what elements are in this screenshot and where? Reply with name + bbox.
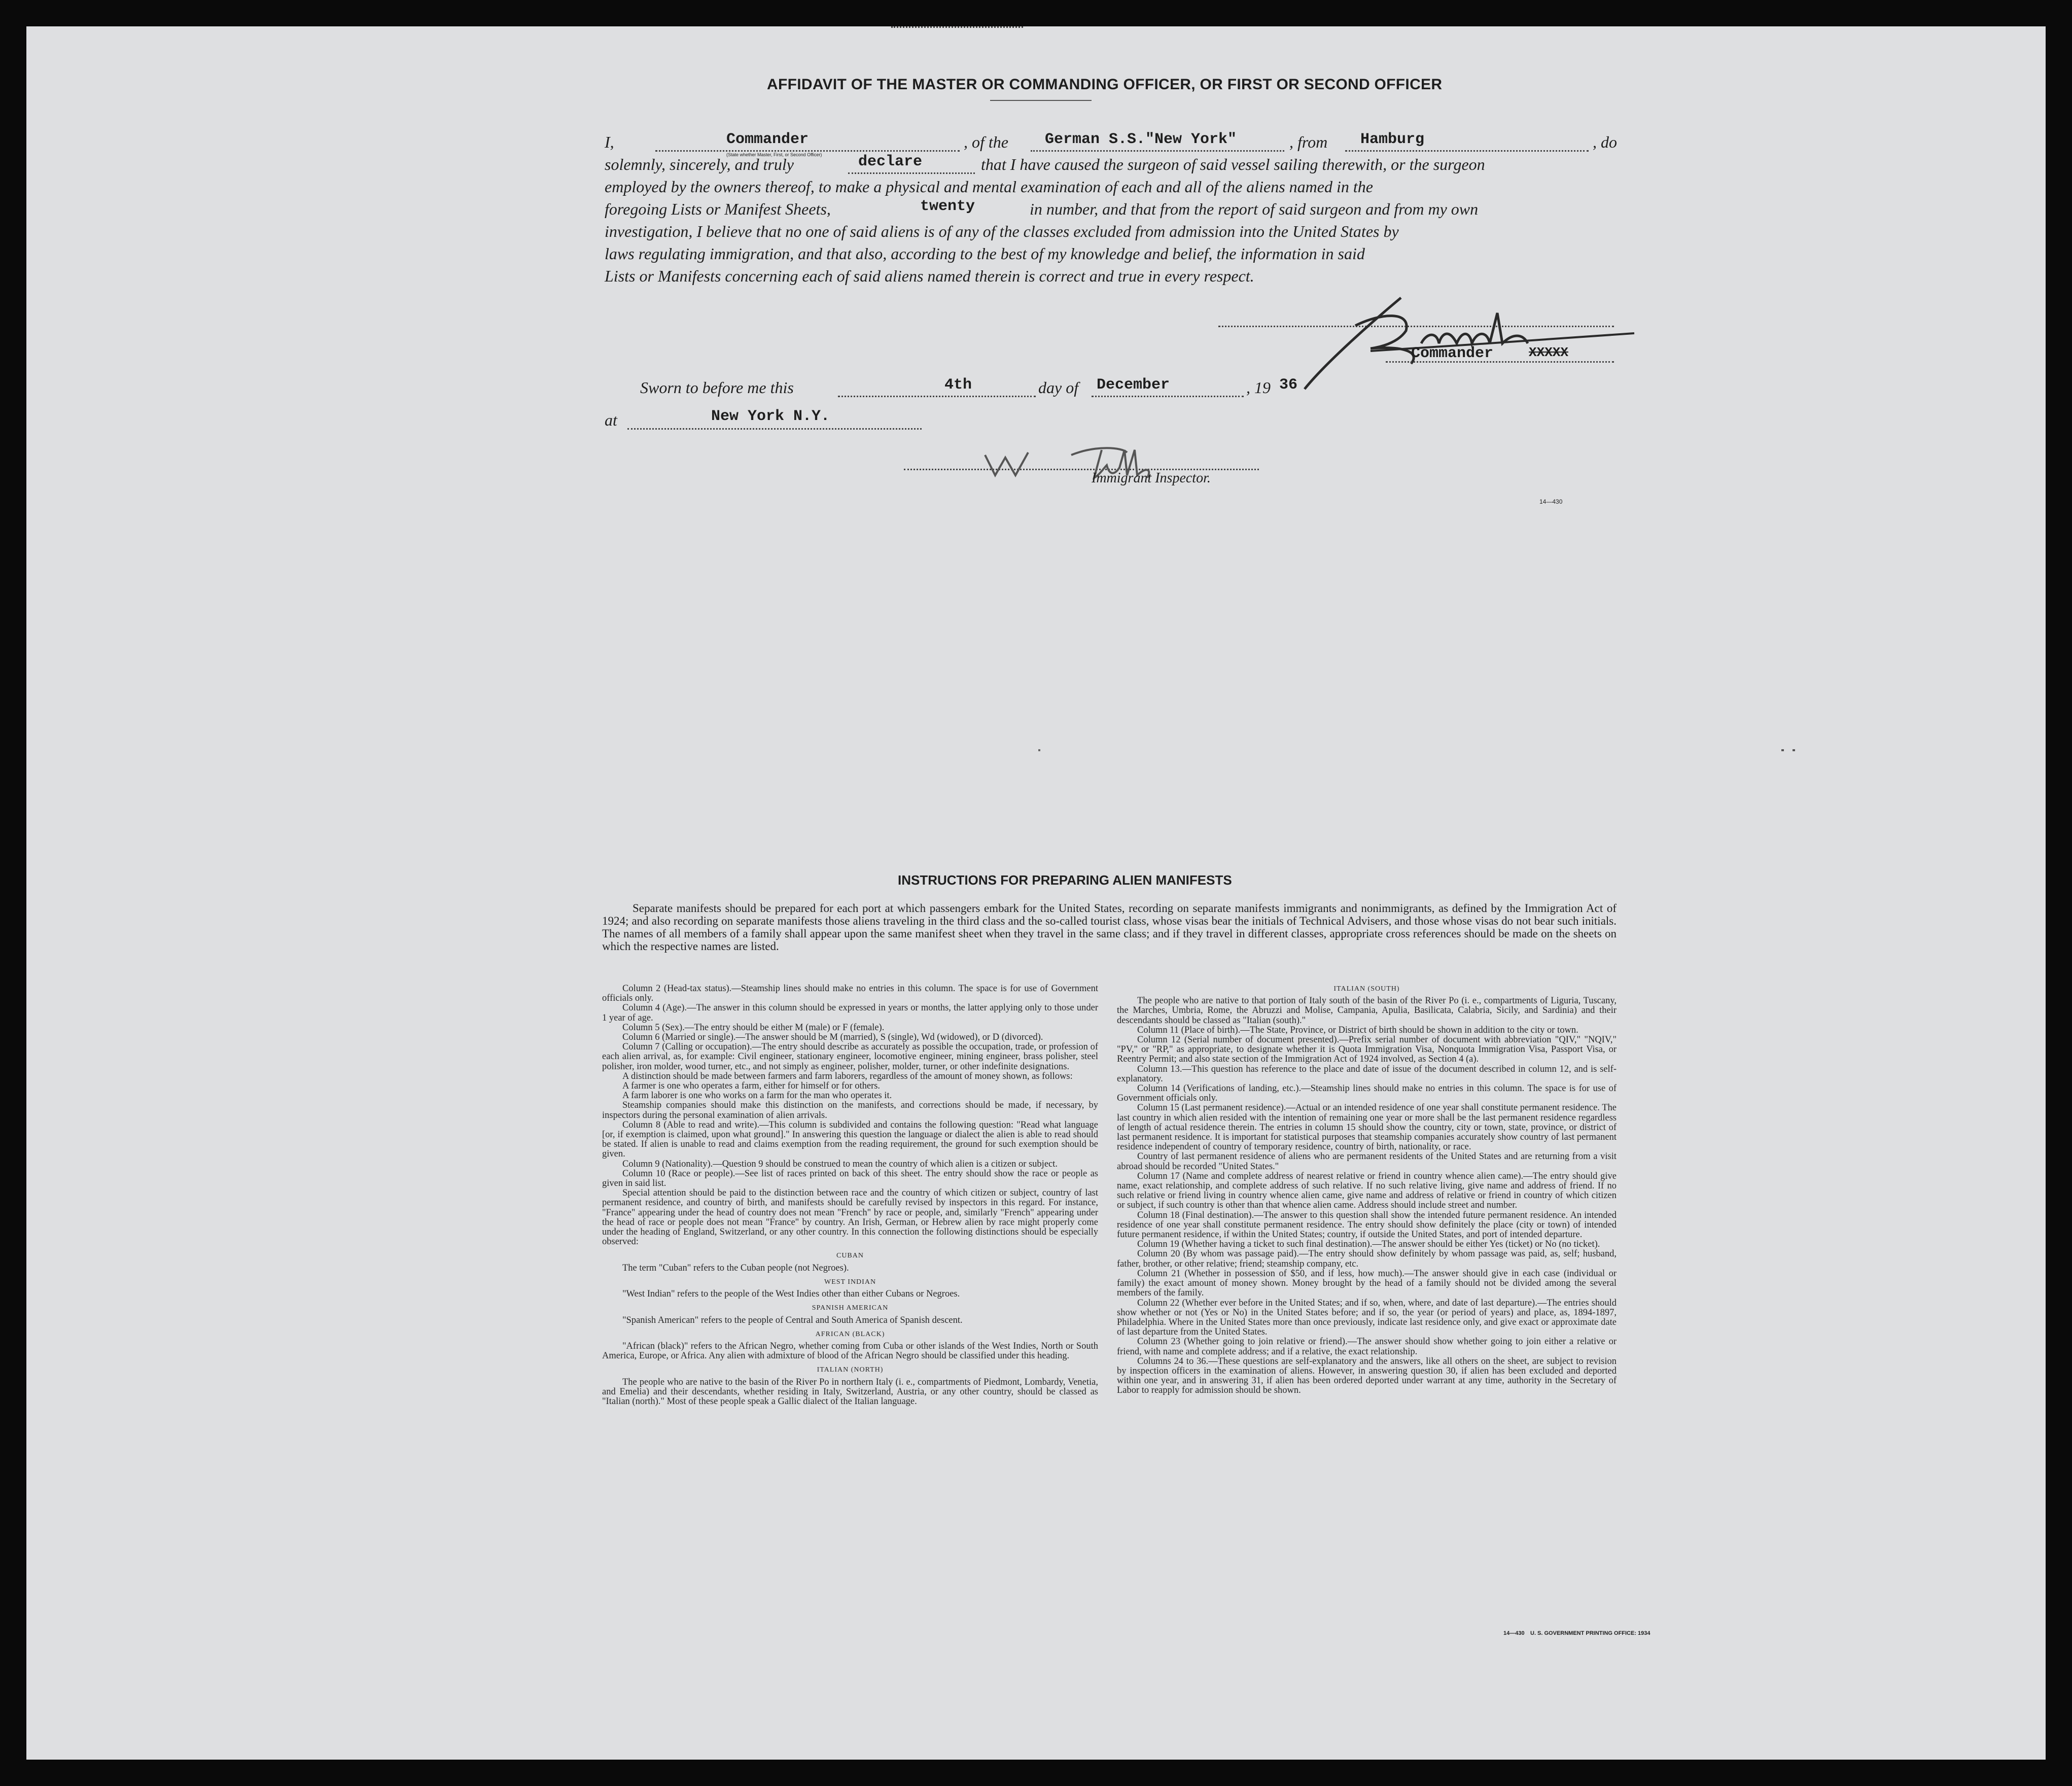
port-value: Hamburg [1360, 131, 1425, 148]
scan-speck [1793, 749, 1795, 751]
african-text: "African (black)" refers to the African Negro, whether coming from Cuba or other islands of the West Indies, North or South America, Europe, or Africa. Any alien with admixture of blood of the African Negro should be classified under this heading. [602, 1341, 1098, 1361]
place-blank [627, 428, 922, 430]
form-number: 14—430 [1539, 498, 1563, 505]
master-signature [1294, 283, 1639, 394]
word-i: I, [605, 133, 614, 151]
left-p8: A farm laborer is one who works on a farm for the man who operates it. [622, 1091, 892, 1101]
right-p7: Column 17 (Name and complete address of nearest relative or friend in country whence alien came).—The entry should give name, exact relationship, and complete address of such relative. If no such relative living, give name and address of friend. If no such relative or friend living in country whence alien came, give name and address of relative or friend in country of which citizen or subject, if such country is other than that whence alien came. Address should include street and number. [1117, 1171, 1617, 1211]
sworn-label: Sworn to before me this [640, 378, 794, 397]
scan-speck [1781, 749, 1784, 751]
instructions-left-column [602, 984, 1098, 1407]
left-p4: Column 6 (Married or single).—The answer should be M (married), S (single), Wd (widowed), or D (divorced). [622, 1032, 1043, 1043]
left-p10: Column 8 (Able to read and write).—This column is subdivided and contains the following question: "Read what language [or, if exemption is claimed, upon what ground]." In answering this question the language or dialect the alien is able to read should be stated. If alien is unable to read and claims exemption from the reading requirement, the ground for such exemption should be given. [602, 1119, 1098, 1160]
year-prefix: , 19 [1246, 378, 1271, 397]
heading-west-indian: WEST INDIAN [824, 1278, 876, 1286]
right-p8: Column 18 (Final destination).—The answer to this question shall show the intended future permanent residence. An intended residence of one year shall constitute permanent residence. The entry should show definitely the place (city or town) of intended future permanent residence, if within the United States; country, if outside the United States, and port of intended departure. [1117, 1210, 1617, 1240]
left-p13: Special attention should be paid to the distinction between race and the country of which citizen or subject, country of last permanent residence, and country of birth, and manifests should be carefully revised by inspectors in this regard. For instance, "France" appearing under the head of country does not mean "French" by race or people, and, similarly "French" appearing under the head of race or people does not mean "France" by country. An Irish, German, or Hebrew alien by race might properly come under the heading of England, Switzerland, or any other country. In this connection the following distinctions should be especially observed: [602, 1188, 1098, 1247]
affidavit-text-line5: investigation, I believe that no one of said aliens is of any of the classes excluded from admission into the United States by [605, 222, 1399, 240]
footer-printing-office: U. S. GOVERNMENT PRINTING OFFICE: 1934 [1530, 1630, 1650, 1636]
month-blank [1092, 396, 1244, 397]
cuban-text: The term "Cuban" refers to the Cuban people (not Negroes). [622, 1263, 849, 1273]
right-p5: Column 15 (Last permanent residence).—Actual or an intended residence of one year shall constitute permanent residence. The last country in which alien resided with the intention of remaining one year or more shall be the last permanent residence regardless of length of actual residence therein. The entries in column 15 should show the country, city or town, state, province, or district of last permanent residence. It is important for statistical purposes that steamship companies accurately show country of last permanent residence independent of country of temporary residence, country of birth, nationality, or race. [1117, 1103, 1617, 1152]
rank-blank [655, 150, 960, 152]
west-indian-text: "West Indian" refers to the people of the West Indies other than either Cubans or Negroes. [622, 1289, 960, 1300]
rank-value: Commander [726, 131, 809, 148]
year-suffix: 36 [1279, 376, 1298, 394]
day-blank [838, 396, 1036, 397]
vessel-blank [1031, 150, 1284, 152]
affidavit-text-line4a: foregoing Lists or Manifest Sheets, [605, 200, 831, 218]
affidavit-title: AFFIDAVIT OF THE MASTER OR COMMANDING OFFICER, OR FIRST OR SECOND OFFICER [767, 76, 1443, 93]
affidavit-text-line3: employed by the owners thereof, to make a physical and mental examination of each and all of the aliens named in the [605, 178, 1373, 196]
italian-north-text: The people who are native to the basin of the River Po in northern Italy (i. e., compartments of Piedmont, Lombardy, Venetia, and Emelia) and their descendants, whether residing in Italy, Switzerland, Austria, or any other country, should be classed as "Italian (north)." Most of these people speak a Gallic dialect of the Italian language. [602, 1377, 1098, 1407]
spanish-american-text: "Spanish American" refers to the people of Central and South America of Spanish descent. [622, 1315, 963, 1325]
left-p7: A farmer is one who operates a farm, either for himself or for others. [622, 1081, 881, 1092]
inspector-label: Immigrant Inspector. [1092, 470, 1211, 486]
port-blank [1345, 150, 1589, 152]
right-p1: Column 11 (Place of birth).—The State, Province, or District of birth should be shown in addition to the city or town. [1137, 1025, 1578, 1035]
right-p12: Column 22 (Whether ever before in the United States; and if so, when, where, and date of last departure).—The entries should show whether or not (Yes or No) in the United States before; and if so, the year (or period of years) and place, as, 1894-1897, Philadelphia. Where in the United States more than once previously, indicate last residence only, and give exact or approximate date of last departure from the United States. [1117, 1298, 1617, 1338]
right-p3: Column 13.—This question has reference to the place and date of issue of the document described in column 12, and is self-explanatory. [1117, 1064, 1617, 1084]
rank-note: (State whether Master, First, or Second Officer) [726, 152, 822, 157]
right-p9: Column 19 (Whether having a ticket to such final destination).—The answer should be either Yes (ticket) or No (no ticket). [1137, 1239, 1600, 1250]
scan-speck [1038, 749, 1040, 751]
right-p2: Column 12 (Serial number of document presented).—Prefix serial number of document with abbreviation "QIV," "NQIV," "PV," or "RP," as appropriate, to designate whether it is Quota Immigration Visa, Nonquota Immigration Visa, Passport Visa, or Reentry Permit; and also state section of the Immigration Act of 1924 involved, as Section 4 (a). [1117, 1035, 1617, 1065]
word-solemnly: solemnly, sincerely, and truly [605, 155, 794, 173]
heading-italian-north: ITALIAN (NORTH) [817, 1366, 884, 1374]
word-from: , from [1289, 133, 1328, 151]
month-value: December [1097, 376, 1170, 394]
heading-italian-south: ITALIAN (SOUTH) [1333, 985, 1400, 993]
signer-struck: XXXXX [1529, 345, 1569, 360]
place-value: New York N.Y. [711, 408, 830, 425]
footer-form-number: 14—430 [1503, 1630, 1525, 1636]
verb-value: declare [858, 153, 923, 170]
heading-spanish-american: SPANISH AMERICAN [812, 1304, 889, 1312]
word-do: , do [1593, 133, 1617, 151]
left-p3: Column 5 (Sex).—The entry should be either M (male) or F (female). [622, 1022, 885, 1033]
left-p6: A distinction should be made between farmers and farm laborers, regardless of the amount of money shown, as follows: [622, 1071, 1073, 1081]
right-p13: Column 23 (Whether going to join relative or friend).—The answer should show whether going to join either a relative or friend, with name and complete address; and if a relative, the exact relationship. [1117, 1337, 1617, 1357]
count-value: twenty [920, 198, 975, 215]
instructions-intro: Separate manifests should be prepared for each port at which passengers embark for the United States, recording on separate manifests immigrants and nonimmigrants, as defined by the Immigration Act of 1924; and also recording on separate manifests those aliens traveling in the third class and the so-called tourist class, whose visas bear the initials of Technical Advisers, and those whose visas do not bear such initials. The names of all members of a family shall appear upon the same manifest sheet when they travel in the same class; and if they travel in different classes, appropriate cross references should be made on the sheets on which the respective names are listed. [602, 902, 1617, 953]
heading-african: AFRICAN (BLACK) [815, 1330, 885, 1338]
title-rule [990, 100, 1092, 101]
right-p11: Column 21 (Whether in possession of $50, and if less, how much).—The answer should give in each case (individual or family) the exact amount of money shown. Money brought by the head of a family should not be divided among the several members of the family. [1117, 1268, 1617, 1299]
heading-cuban: CUBAN [836, 1252, 864, 1260]
instructions-title: INSTRUCTIONS FOR PREPARING ALIEN MANIFESTS [898, 872, 1232, 888]
verb-blank [848, 172, 975, 174]
right-p10: Column 20 (By whom was passage paid).—The entry should show definitely by whom passage was paid, as, self; husband, father, brother, or other relative; friend; steamship company, etc. [1117, 1249, 1617, 1269]
instructions-right-column [1117, 984, 1617, 1396]
right-p14: Columns 24 to 36.—These questions are self-explanatory and the answers, like all others on the sheet, are subject to revision by inspection officers in the examination of aliens. However, in answering question 30, if alien has been excluded and deported within one year, and in answering 31, if alien has been ordered deported under warrant at any time, authority in the Secretary of Labor to reapply for admission should be shown. [1117, 1356, 1617, 1396]
left-p12: Column 10 (Race or people).—See list of races printed on back of this sheet. The entry should show the race or people as given in said list. [602, 1168, 1098, 1189]
day-of-label: day of [1038, 378, 1079, 397]
affidavit-text-line4b: in number, and that from the report of said surgeon and from my own [1030, 200, 1479, 218]
affidavit-text-line6: laws regulating immigration, and that also, according to the best of my knowledge and belief, the information in said [605, 244, 1365, 263]
signer-title: Commander [1411, 345, 1494, 362]
right-p4: Column 14 (Verifications of landing, etc.).—Steamship lines should make no entries in this column. The space is for use of Government officials only. [1117, 1083, 1617, 1104]
left-p11: Column 9 (Nationality).—Question 9 should be construed to mean the country of which alien is a citizen or subject. [622, 1159, 1058, 1169]
instructions-intro-block [602, 902, 1617, 953]
left-p5: Column 7 (Calling or occupation).—The entry should describe as accurately as possible the occupation, trade, or profession of each alien arrival, as, for example: Civil engineer, stationary engineer, locomotive engineer, mining engineer, brass polisher, steel polisher, iron molder, wood turner, etc., and not simply as engineer, polisher, molder, turner, or other indefinite designations. [602, 1042, 1098, 1072]
affidavit-text-line2: that I have caused the surgeon of said vessel sailing therewith, or the surgeon [981, 155, 1485, 173]
right-p6: Country of last permanent residence of aliens who are permanent residents of the United States and are returning from a visit abroad should be recorded "United States." [1117, 1151, 1617, 1172]
day-value: 4th [944, 376, 972, 394]
at-label: at [605, 411, 617, 429]
left-p9: Steamship companies should make this distinction on the manifests, and corrections should be made, if necessary, by inspectors during the personal examination of alien arrivals. [602, 1100, 1098, 1120]
count-blank [891, 26, 1023, 28]
italian-south-text: The people who are native to that portion of Italy south of the basin of the River Po (i. e., compartments of Liguria, Tuscany, the Marches, Umbria, Rome, the Abruzzi and Molise, Campania, Apulia, Basilicata, Calabria, Sicily, and Sardinia) and their descendants should be classed as "Italian (south)." [1117, 996, 1617, 1026]
vessel-value: German S.S."New York" [1045, 131, 1237, 148]
left-p2: Column 4 (Age).—The answer in this column should be expressed in years or months, the latter applying only to those under 1 year of age. [602, 1003, 1098, 1023]
word-of-the: , of the [964, 133, 1008, 151]
left-p1: Column 2 (Head-tax status).—Steamship lines should make no entries in this column. The space is for use of Government officials only. [602, 984, 1098, 1004]
affidavit-text-line7: Lists or Manifests concerning each of said aliens named therein is correct and true in every respect. [605, 267, 1254, 285]
manifest-sheet [26, 26, 2046, 1760]
